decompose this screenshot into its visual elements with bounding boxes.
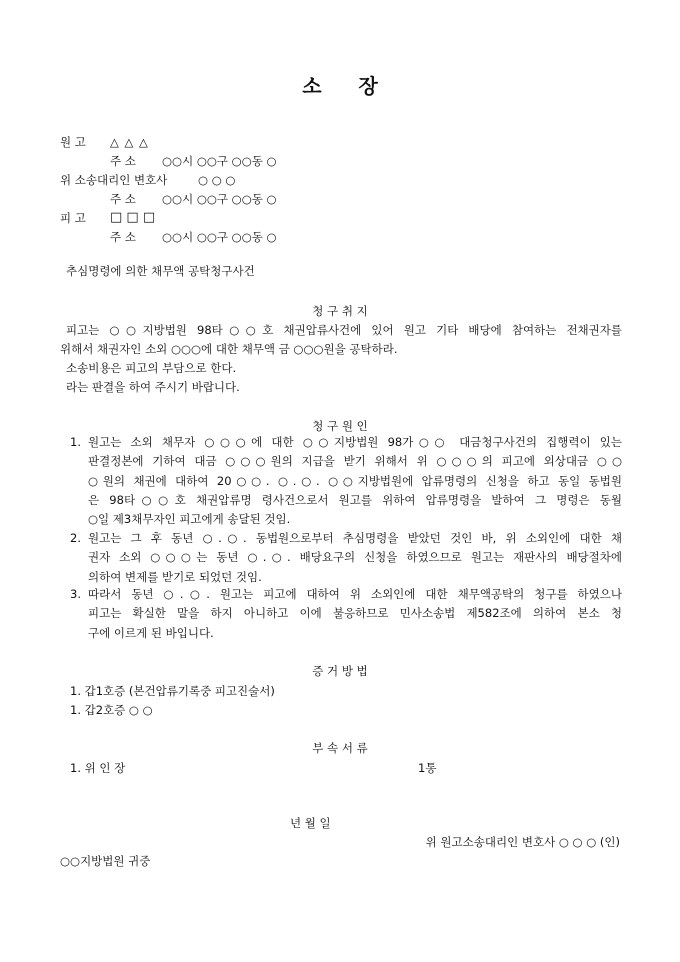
defendant-label: 피 고 [60,211,86,225]
defendant-address: ○○시 ○○구 ○○동 ○ [162,230,277,244]
claim-cause-line: 피고는 확실한 말을 하지 아니하고 이에 불응하므로 민사소송법 제582조에 의하여 본소 청 [88,606,622,621]
claim-cause-line: 권자 소외 ○○○는 동년 ○.○. 배당요구의 신청을 하였으므로 원고는 재판사의 배당절차에 [88,550,622,565]
court-addressee: ○○지방법원 귀중 [60,854,151,868]
document-title: 소 장 [302,74,378,98]
claim-purpose-heading: 청 구 취 지 [312,304,368,318]
claim-purpose-line-2: 위해서 채권자인 소외 ○○○에 대한 채무액 금 ○○○원을 공탁하라. [60,342,398,356]
claim-cause-item-number: 2. [70,531,81,545]
plaintiff-label: 원 고 [60,135,86,149]
attachment-item-label: 1. 위 인 장 [70,761,126,775]
claim-purpose-line-1: 피고는 ○○지방법원 98타○○호 채권압류사건에 있어 원고 기타 배당에 참여하는 전채권자를 [66,323,622,337]
evidence-item-2: 1. 갑2호증 ○ ○ [70,703,153,717]
signer-line: 위 원고소송대리인 변호사 ○ ○ ○ (인) [425,835,620,849]
claim-cause-line: 은 98타○○호 채권압류명 령사건으로서 원고를 위하여 압류명령을 발하여 그 명령은 동월 [88,492,622,507]
filing-date: 년 월 일 [290,816,331,830]
plaintiff-address: ○○시 ○○구 ○○동 ○ [162,154,277,168]
claim-cause-heading: 청 구 원 인 [312,419,368,433]
claim-cause-line: 원고는 그 후 동년 ○.○. 동법원으로부터 추심명령을 받았던 것인 바, 위 소외인에 대한 채 [88,531,622,545]
claim-cause-line: 판결정본에 기하여 대금 ○○○원의 지급을 받기 위해서 위 ○○○의 피고에 외상대금 ○○ [88,454,622,469]
claim-cause-line: ○원의 채권에 대하여 20○○. ○.○. ○○지방법원에 압류명령의 신청을 하고 동일 동법원 [88,473,622,488]
evidence-heading: 증 거 방 법 [312,664,368,678]
claim-cause-item-number: 1. [70,435,81,449]
defendant-name: □ □ □ [110,210,156,225]
evidence-item-1: 1. 갑1호증 (본건압류기록중 피고진술서) [70,684,275,698]
claim-cause-line: 따라서 동년 ○.○. 원고는 피고에 대하여 위 소외인에 대한 채무액공탁의 청구를 하였으나 [88,587,622,601]
attachments-heading: 부 속 서 류 [312,741,368,755]
plaintiff-name: △ △ △ [110,135,149,149]
attorney-name: ○ ○ ○ [198,173,236,187]
claim-cause-line: 의하여 변제를 받기로 되었던 것임. [88,569,262,584]
claim-purpose-line-4: 라는 판결을 하여 주시기 바랍니다. [66,380,240,394]
attorney-label: 위 소송대리인 변호사 [60,173,168,187]
claim-cause-line: 원고는 소외 채무자 ○○○에 대한 ○○지방법원 98가○○ 대금청구사건의 집행력이 있는 [88,435,622,449]
attorney-address: ○○시 ○○구 ○○동 ○ [162,192,277,206]
claim-cause-line: 구에 이르게 된 바입니다. [88,625,214,640]
attachment-item-count: 1통 [418,761,437,775]
claim-purpose-line-3: 소송비용은 피고의 부담으로 한다. [66,361,237,375]
case-name: 추심명령에 의한 채무액 공탁청구사건 [66,264,255,278]
claim-cause-item-number: 3. [70,587,81,601]
plaintiff-address-label: 주 소 [110,154,136,168]
defendant-address-label: 주 소 [110,230,136,244]
attorney-address-label: 주 소 [110,192,136,206]
claim-cause-line: ○일 제3채무자인 피고에게 송달된 것임. [88,512,291,527]
